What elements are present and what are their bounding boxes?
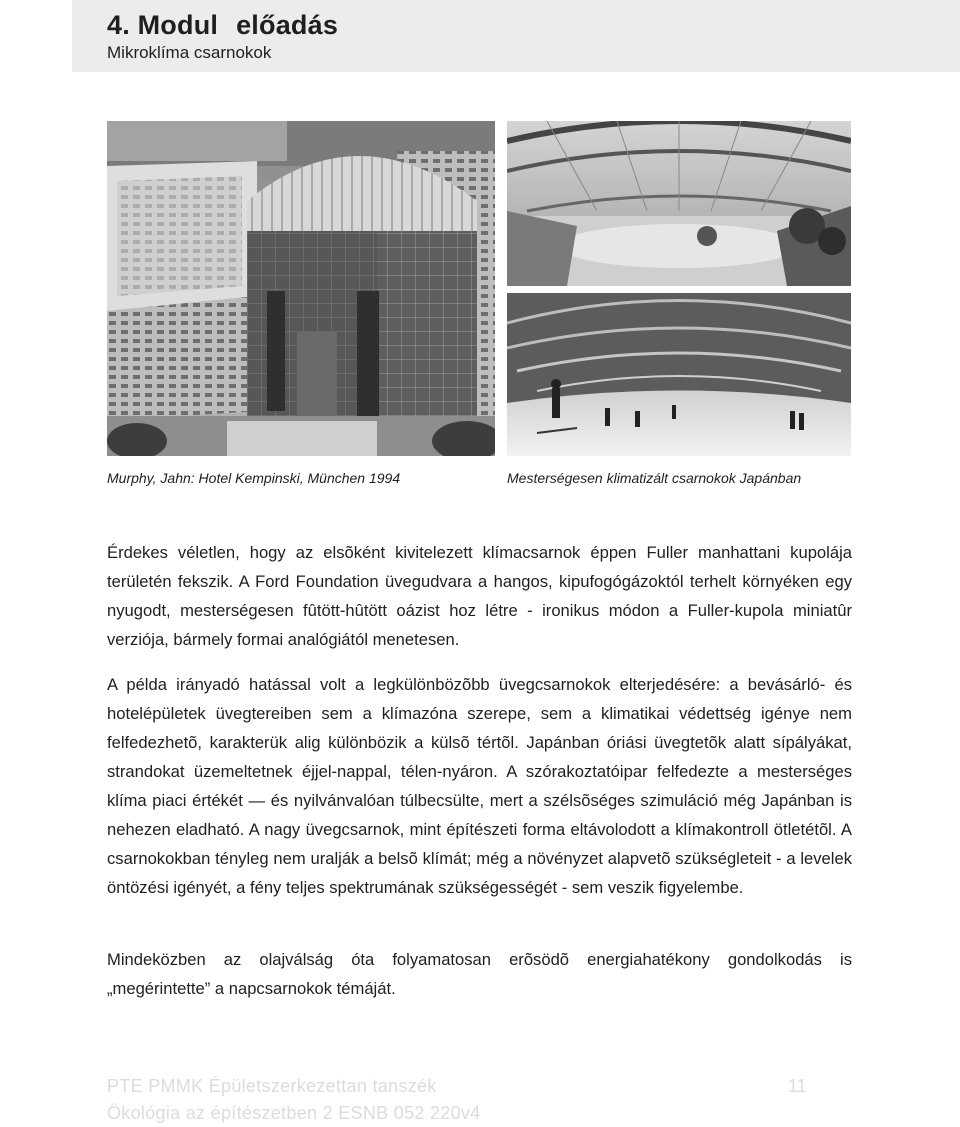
footer-course: Ökológia az építészetben 2 ESNB 052 220v4 — [107, 1103, 481, 1123]
paragraph-1: Érdekes véletlen, hogy az elsõként kivitelezett klímacsarnok éppen Fuller manhattani kupolája területén fekszik. A Ford Foundation üvegudvara a hangos, kipufogógázoktól terhelt környéken egy nyugodt, mesterségesen fûtött-hûtött oázist hoz létre - ironikus módon a Fuller-kupola miniatûr verziója, bármely formai analógiától menetesen. — [107, 543, 852, 649]
indoor-beach-photo — [507, 121, 851, 286]
hotel-kempinski-photo — [107, 121, 495, 456]
title-lecture: előadás — [236, 10, 339, 40]
paragraph-2: A példa irányadó hatással volt a legkülönbözõbb üvegcsarnokok elterjedésére: a bevásárló- és hotelépületek üvegtereiben sem a klímazóna szerepe, sem a klimatikai védettség igénye nem felfedezhetõ, karakterük alig különbözik a külsõ tértõl. Japánban óriási üvegtetõk alatt sípályákat, strandokat üzemeltetnek éjjel-nappal, télen-nyáron. A szórakoztatóipar felfedezte a mesterséges klíma piaci értékét — és nyilvánvalóan túlbecsülte, mert a szélsõséges szimuláció még Japánban is nehezen eladható. A nagy üvegcsarnok, mint építészeti forma eltávolodott a klímakontroll ötletétõl. A csarnokokban tényleg nem uralják a belsõ klímát; még a növényzet alapvetõ szükségleteit - a levelek öntözési igényét, a fény teljes spektrumának szükségességét - sem veszik figyelembe. — [107, 675, 852, 897]
page-subtitle: Mikroklíma csarnokok — [107, 43, 272, 62]
caption-hotel-kempinski: Murphy, Jahn: Hotel Kempinski, München 1994 — [107, 470, 401, 486]
footer-department: PTE PMMK Épületszerkezettan tanszék — [107, 1076, 437, 1096]
indoor-ski-photo — [507, 293, 851, 456]
page-number: 11 — [788, 1076, 807, 1096]
page-title — [107, 10, 338, 41]
footer — [107, 1073, 481, 1127]
paragraph-3: Mindeközben az olajválság óta folyamatosan erõsödõ energiahatékony gondolkodás is „megérintette” a napcsarnokok témáját. — [107, 950, 852, 998]
title-module: 4. Modul — [107, 10, 219, 40]
caption-japan-halls: Mesterségesen klimatizált csarnokok Japánban — [507, 470, 802, 486]
